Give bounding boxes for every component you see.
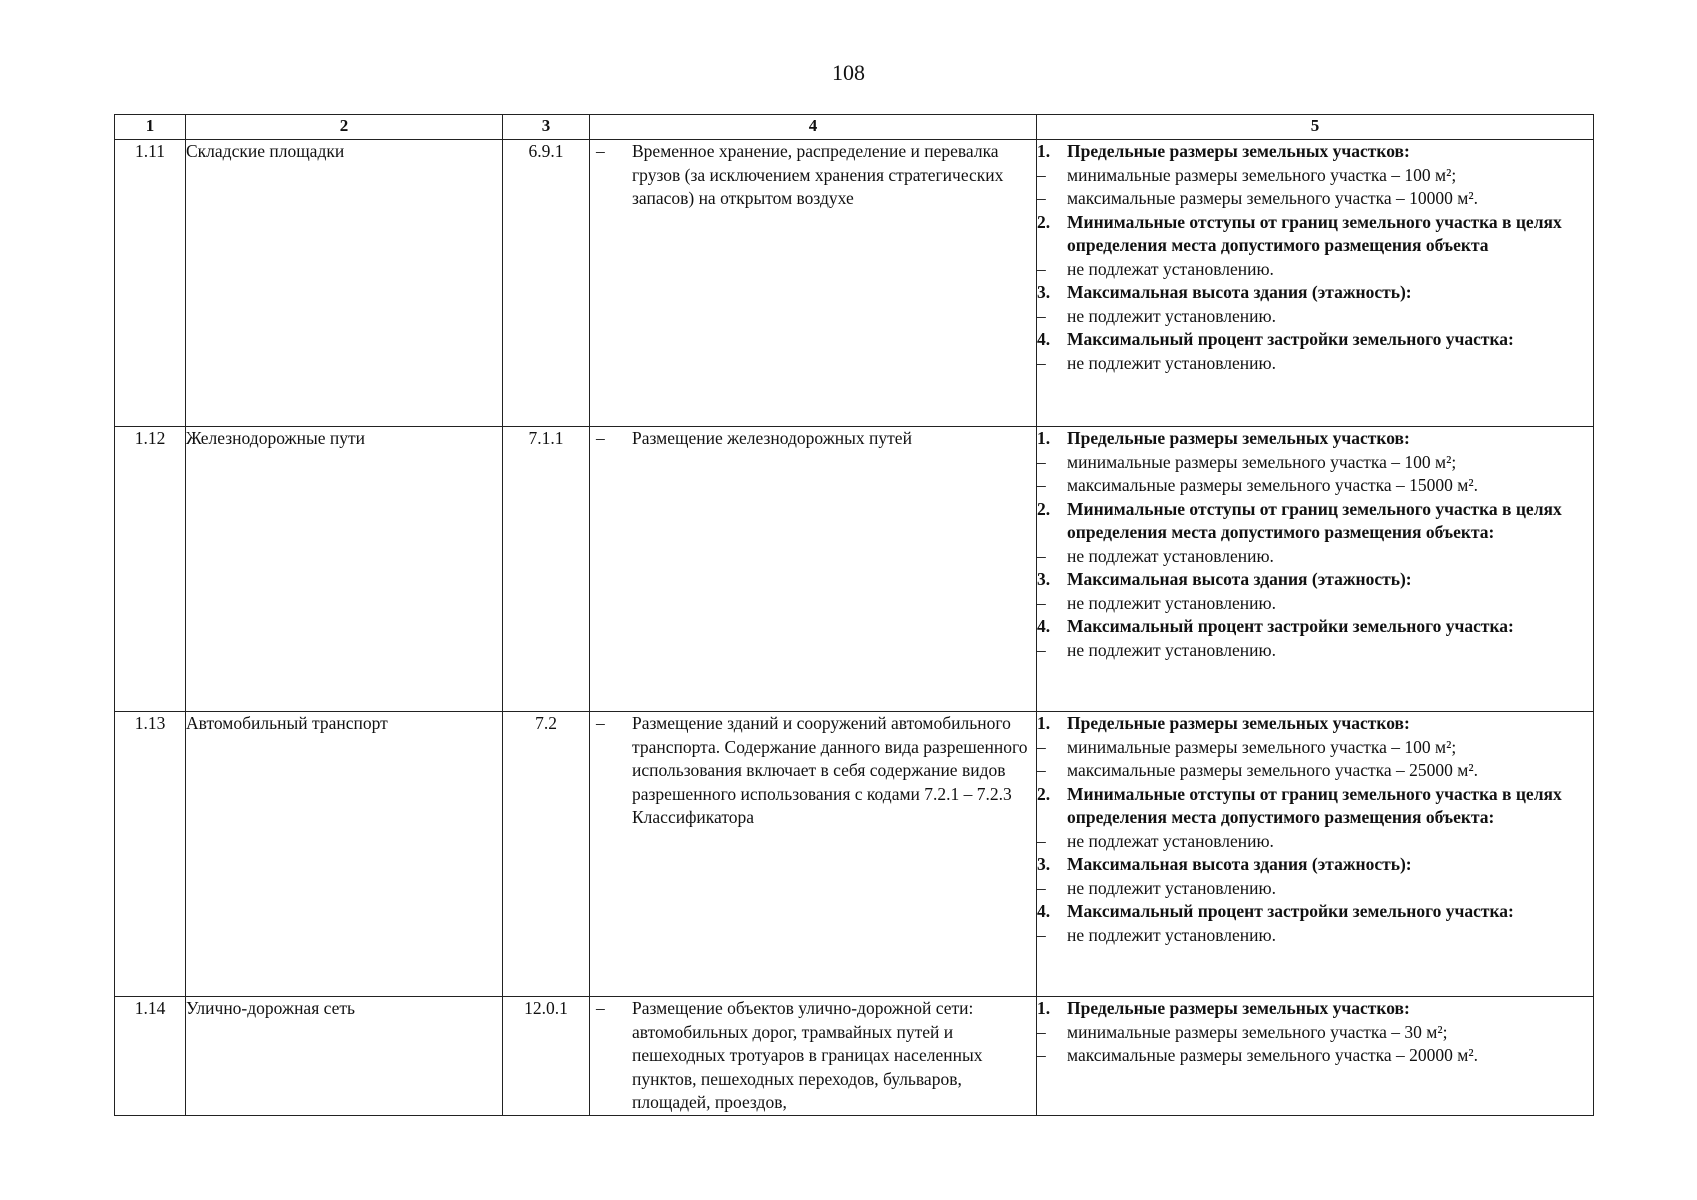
param-line: [1037, 877, 1593, 901]
param-text: Максимальный процент застройки земельного участка:: [1067, 616, 1514, 636]
param-text: не подлежит установлению.: [1067, 639, 1276, 660]
param-text: Минимальные отступы от границ земельного участка в целях определения места допустимого размещения объекта:: [1067, 783, 1562, 827]
row-number: 1.14: [115, 997, 186, 1116]
parameters-cell: [1037, 997, 1594, 1116]
use-type-name: Улично-дорожная сеть: [186, 997, 503, 1116]
use-description-cell: [590, 997, 1037, 1116]
param-text: не подлежит установлению.: [1067, 924, 1276, 945]
param-line: [1037, 1044, 1593, 1068]
param-line: [1037, 568, 1593, 592]
param-marker: –: [1037, 352, 1046, 373]
param-marker: 1.: [1037, 713, 1051, 733]
param-line: [1037, 545, 1593, 569]
param-line: [1037, 140, 1593, 164]
row-number: 1.13: [115, 712, 186, 997]
param-line: [1037, 211, 1593, 258]
param-marker: –: [1037, 1021, 1046, 1042]
param-text: не подлежит установлению.: [1067, 352, 1276, 373]
param-text: минимальные размеры земельного участка – 100 м²;: [1067, 451, 1457, 472]
param-marker: 4.: [1037, 901, 1051, 921]
param-text: минимальные размеры земельного участка – 30 м²;: [1067, 1021, 1448, 1042]
param-line: [1037, 712, 1593, 736]
param-line: [1037, 759, 1593, 783]
param-line: [1037, 164, 1593, 188]
param-marker: 1.: [1037, 141, 1051, 161]
param-line: [1037, 783, 1593, 830]
param-text: Максимальная высота здания (этажность):: [1067, 569, 1412, 589]
description-dash: –: [596, 141, 605, 161]
param-marker: 3.: [1037, 569, 1051, 589]
param-text: Минимальные отступы от границ земельного участка в целях определения места допустимого размещения объекта: [1067, 211, 1562, 255]
classifier-code: 7.1.1: [503, 427, 590, 712]
param-line: [1037, 451, 1593, 475]
param-line: [1037, 853, 1593, 877]
use-type-name: Складские площадки: [186, 140, 503, 427]
row-number: 1.12: [115, 427, 186, 712]
param-line: [1037, 328, 1593, 352]
param-text: не подлежат установлению.: [1067, 258, 1274, 279]
param-text: минимальные размеры земельного участка – 100 м²;: [1067, 736, 1457, 757]
param-marker: 4.: [1037, 329, 1051, 349]
param-marker: –: [1037, 877, 1046, 898]
row-number: 1.11: [115, 140, 186, 427]
header-col-3: 3: [503, 115, 590, 140]
param-text: максимальные размеры земельного участка – 25000 м².: [1067, 760, 1478, 780]
param-line: [1037, 615, 1593, 639]
param-text: не подлежит установлению.: [1067, 592, 1276, 613]
param-marker: –: [1037, 258, 1046, 279]
use-description: Временное хранение, распределение и перевалка грузов (за исключением хранения стратегических запасов) на открытом воздухе: [632, 141, 1004, 208]
param-marker: –: [1037, 188, 1046, 208]
param-marker: –: [1037, 1045, 1046, 1065]
param-text: максимальные размеры земельного участка – 20000 м².: [1067, 1045, 1478, 1065]
param-line: [1037, 830, 1593, 854]
param-marker: –: [1037, 639, 1046, 660]
use-description: Размещение железнодорожных путей: [632, 428, 912, 448]
param-line: [1037, 997, 1593, 1021]
param-line: [1037, 281, 1593, 305]
param-text: Предельные размеры земельных участков:: [1067, 713, 1410, 733]
param-text: максимальные размеры земельного участка – 10000 м².: [1067, 188, 1478, 208]
param-marker: 2.: [1037, 498, 1051, 519]
param-marker: –: [1037, 164, 1046, 185]
table-row: [115, 997, 1594, 1116]
table-row: [115, 427, 1594, 712]
param-marker: 3.: [1037, 282, 1051, 302]
param-marker: 1.: [1037, 998, 1051, 1018]
param-text: Предельные размеры земельных участков:: [1067, 998, 1410, 1018]
param-text: Максимальная высота здания (этажность):: [1067, 854, 1412, 874]
parameters-cell: [1037, 140, 1594, 427]
description-dash: –: [596, 713, 605, 733]
param-line: [1037, 352, 1593, 376]
use-type-name: Железнодорожные пути: [186, 427, 503, 712]
param-text: Максимальный процент застройки земельного участка:: [1067, 901, 1514, 921]
header-col-2: 2: [186, 115, 503, 140]
param-line: [1037, 187, 1593, 211]
header-col-4: 4: [590, 115, 1037, 140]
page-number: 108: [832, 60, 865, 85]
classifier-code: 12.0.1: [503, 997, 590, 1116]
classifier-code: 6.9.1: [503, 140, 590, 427]
param-text: Максимальный процент застройки земельного участка:: [1067, 329, 1514, 349]
param-marker: –: [1037, 760, 1046, 780]
param-line: [1037, 900, 1593, 924]
param-text: не подлежит установлению.: [1067, 877, 1276, 898]
description-dash: –: [596, 998, 605, 1018]
param-line: [1037, 924, 1593, 948]
param-text: Предельные размеры земельных участков:: [1067, 141, 1410, 161]
classifier-code: 7.2: [503, 712, 590, 997]
use-description-cell: [590, 427, 1037, 712]
parameters-cell: [1037, 427, 1594, 712]
header-col-5: 5: [1037, 115, 1594, 140]
param-text: не подлежит установлению.: [1067, 305, 1276, 326]
param-marker: 3.: [1037, 854, 1051, 874]
parameters-cell: [1037, 712, 1594, 997]
param-marker: 4.: [1037, 616, 1051, 636]
param-line: [1037, 639, 1593, 663]
param-text: не подлежат установлению.: [1067, 830, 1274, 851]
land-use-table: [114, 114, 1594, 1116]
table-header-row: [115, 115, 1594, 140]
use-description: Размещение объектов улично-дорожной сети: автомобильных дорог, трамвайных путей и пешеходных тротуаров в границах населенных пунктов, пешеходных переходов, бульваров, площадей, проездов,: [632, 998, 983, 1112]
param-line: [1037, 1021, 1593, 1045]
use-description: Размещение зданий и сооружений автомобильного транспорта. Содержание данного вида разрешенного использования включает в себя содержание видов разрешенного использования с кодами 7.2.1 – 7.2.3 Классификатора: [632, 713, 1028, 827]
param-text: Максимальная высота здания (этажность):: [1067, 282, 1412, 302]
param-text: Предельные размеры земельных участков:: [1067, 428, 1410, 448]
param-marker: –: [1037, 924, 1046, 945]
param-marker: –: [1037, 736, 1046, 757]
param-marker: –: [1037, 475, 1046, 495]
param-marker: –: [1037, 305, 1046, 326]
description-dash: –: [596, 428, 605, 448]
use-type-name: Автомобильный транспорт: [186, 712, 503, 997]
param-text: не подлежат установлению.: [1067, 545, 1274, 566]
param-line: [1037, 258, 1593, 282]
header-col-1: 1: [115, 115, 186, 140]
param-marker: –: [1037, 545, 1046, 566]
param-line: [1037, 498, 1593, 545]
table-row: [115, 140, 1594, 427]
param-marker: –: [1037, 592, 1046, 613]
use-description-cell: [590, 712, 1037, 997]
param-marker: –: [1037, 830, 1046, 851]
param-line: [1037, 474, 1593, 498]
param-marker: 1.: [1037, 428, 1051, 448]
param-line: [1037, 736, 1593, 760]
param-line: [1037, 427, 1593, 451]
table-row: [115, 712, 1594, 997]
use-description-cell: [590, 140, 1037, 427]
param-line: [1037, 305, 1593, 329]
param-line: [1037, 592, 1593, 616]
param-marker: 2.: [1037, 783, 1051, 804]
param-text: минимальные размеры земельного участка – 100 м²;: [1067, 164, 1457, 185]
param-marker: –: [1037, 451, 1046, 472]
param-marker: 2.: [1037, 211, 1051, 232]
param-text: Минимальные отступы от границ земельного участка в целях определения места допустимого размещения объекта:: [1067, 498, 1562, 542]
param-text: максимальные размеры земельного участка – 15000 м².: [1067, 475, 1478, 495]
